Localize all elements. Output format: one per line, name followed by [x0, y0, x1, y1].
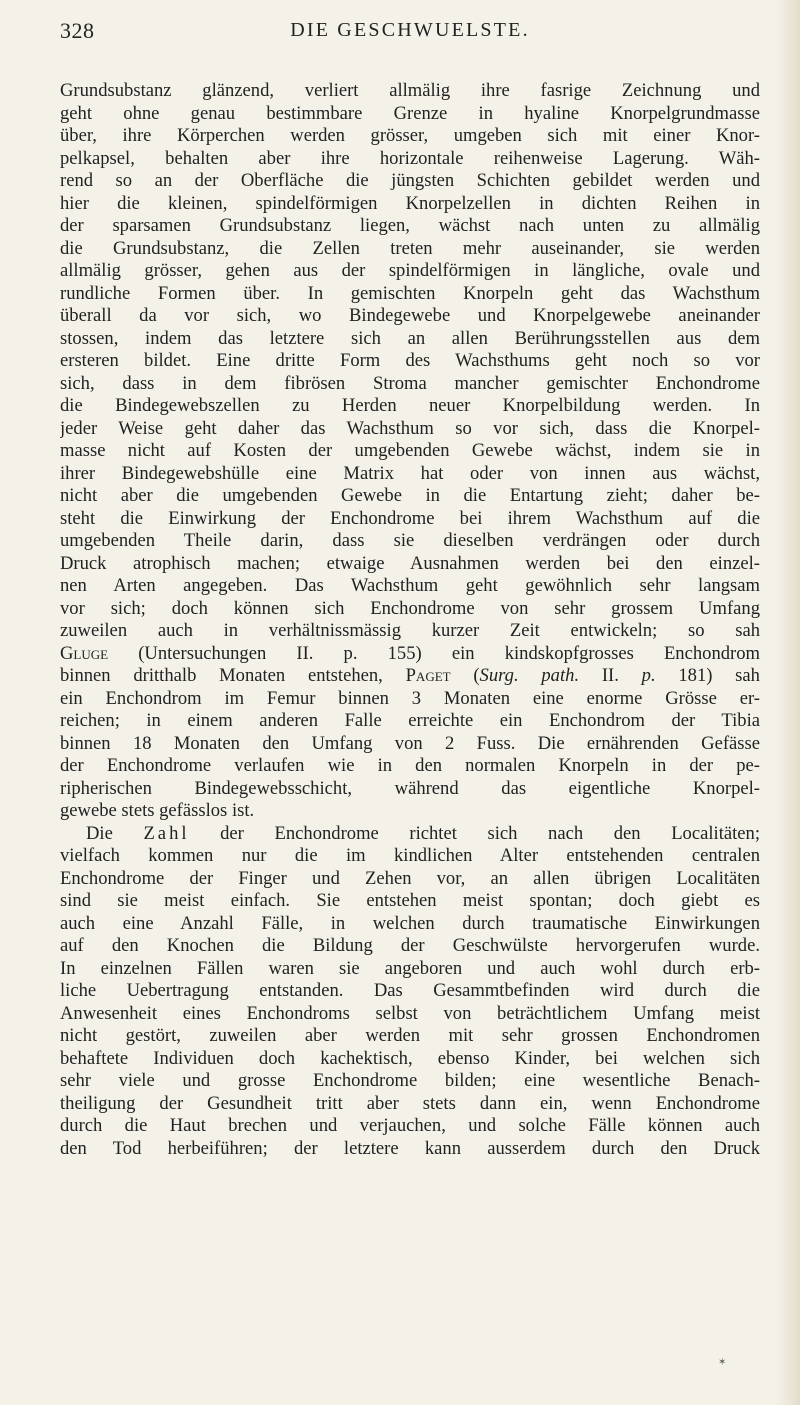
- page-header: [60, 18, 760, 58]
- text-line: sind sie meist einfach. Sie entstehen meist spontan; doch giebt es: [60, 890, 760, 911]
- text-line: überall da vor sich, wo Bindegewebe und Knorpelgewebe aneinander: [60, 305, 760, 326]
- text-line: über, ihre Körperchen werden grösser, umgeben sich mit einer Knor-: [60, 125, 760, 146]
- running-head: DIE GESCHWUELSTE.: [290, 19, 530, 41]
- text-line: allmälig grösser, gehen aus der spindelförmigen in längliche, ovale und: [60, 260, 760, 281]
- text-line: jeder Weise geht daher das Wachsthum so vor sich, dass die Knorpel-: [60, 417, 760, 439]
- text-line: binnen 18 Monaten den Umfang von 2 Fuss. Die ernährenden Gefässe: [60, 732, 760, 754]
- text-line: nicht gestört, zuweilen aber werden mit sehr grossen Enchondromen: [60, 1025, 760, 1046]
- text-line: die Grundsubstanz, die Zellen treten mehr auseinander, sie werden: [60, 237, 760, 259]
- text-line: hier die kleinen, spindelförmigen Knorpelzellen in dichten Reihen in: [60, 192, 760, 214]
- text-line-paget: binnen dritthalb Monaten entstehen, Paget (Surg. path. II. p. 181) sah: [60, 665, 760, 686]
- scan-page-edge: [776, 0, 800, 1405]
- text-line: ein Enchondrom im Femur binnen 3 Monaten eine enorme Grösse er-: [60, 687, 760, 709]
- text-line: In einzelnen Fällen waren sie angeboren und auch wohl durch erb-: [60, 957, 760, 979]
- text-line: auf den Knochen die Bildung der Geschwülste hervorgerufen wurde.: [60, 935, 760, 956]
- page-number: 328: [60, 18, 95, 43]
- text-line: steht die Einwirkung der Enchondrome bei ihrem Wachsthum auf die: [60, 507, 760, 529]
- text-line: behaftete Individuen doch kachektisch, ebenso Kinder, bei welchen sich: [60, 1047, 760, 1069]
- text-line: stossen, indem das letztere sich an allen Berührungsstellen aus dem: [60, 327, 760, 349]
- body-text: [60, 80, 760, 1160]
- text-line: rundliche Formen über. In gemischten Knorpeln geht das Wachsthum: [60, 282, 760, 304]
- text-line: auch eine Anzahl Fälle, in welchen durch traumatische Einwirkungen: [60, 912, 760, 934]
- text-line: der Enchondrome verlaufen wie in den normalen Knorpeln in der pe-: [60, 755, 760, 776]
- text-line: theiligung der Gesundheit tritt aber stets dann ein, wenn Enchondrome: [60, 1092, 760, 1114]
- text-line: sehr viele und grosse Enchondrome bilden; eine wesentliche Benach-: [60, 1070, 760, 1091]
- text-line: sich, dass in dem fibrösen Stroma mancher gemischter Enchondrome: [60, 372, 760, 394]
- text-line: der sparsamen Grundsubstanz liegen, wächst nach unten zu allmälig: [60, 215, 760, 236]
- text-line: ihrer Bindegewebshülle eine Matrix hat oder von innen aus wächst,: [60, 462, 760, 484]
- text-line: ripherischen Bindegewebsschicht, während das eigentliche Knorpel-: [60, 777, 760, 799]
- text-line: vielfach kommen nur die im kindlichen Alter entstehenden centralen: [60, 845, 760, 866]
- paragraph-start-line: Die Zahl der Enchondrome richtet sich nach den Localitäten;: [86, 822, 760, 844]
- text-line: durch die Haut brechen und verjauchen, und solche Fälle können auch: [60, 1115, 760, 1136]
- text-line: umgebenden Theile darin, dass sie dieselben verdrängen oder durch: [60, 530, 760, 551]
- text-line: nicht aber die umgebenden Gewebe in die Entartung zieht; daher be-: [60, 485, 760, 506]
- text-line: Grundsubstanz glänzend, verliert allmälig ihre fasrige Zeichnung und: [60, 80, 760, 101]
- text-line: Enchondrome der Finger und Zehen vor, an allen übrigen Localitäten: [60, 867, 760, 889]
- text-line: zuweilen auch in verhältnissmässig kurzer Zeit entwickeln; so sah: [60, 620, 760, 641]
- text-line: geht ohne genau bestimmbare Grenze in hyaline Knorpelgrundmasse: [60, 102, 760, 124]
- text-line: ersteren bildet. Eine dritte Form des Wachsthums geht noch so vor: [60, 350, 760, 371]
- text-line: die Bindegewebszellen zu Herden neuer Knorpelbildung werden. In: [60, 395, 760, 416]
- text-line-gluge: Gluge (Untersuchungen II. p. 155) ein kindskopfgrosses Enchondrom: [60, 642, 760, 664]
- page-marker: ✶: [718, 1357, 727, 1368]
- text-line: rend so an der Oberfläche die jüngsten Schichten gebildet werden und: [60, 170, 760, 191]
- text-line: pelkapsel, behalten aber ihre horizontale reihenweise Lagerung. Wäh-: [60, 147, 760, 169]
- paragraph-end-line: gewebe stets gefässlos ist.: [60, 800, 255, 821]
- text-line: den Tod herbeiführen; der letztere kann ausserdem durch den Druck: [60, 1137, 760, 1159]
- text-line: reichen; in einem anderen Falle erreichte ein Enchondrom der Tibia: [60, 710, 760, 731]
- text-line: Druck atrophisch machen; etwaige Ausnahmen werden bei den einzel-: [60, 552, 760, 574]
- text-line: vor sich; doch können sich Enchondrome von sehr grossem Umfang: [60, 597, 760, 619]
- text-line: Anwesenheit eines Enchondroms selbst von beträchtlichem Umfang meist: [60, 1002, 760, 1024]
- text-line: nen Arten angegeben. Das Wachsthum geht gewöhnlich sehr langsam: [60, 575, 760, 596]
- text-line: liche Uebertragung entstanden. Das Gesammtbefinden wird durch die: [60, 980, 760, 1001]
- text-line: masse nicht auf Kosten der umgebenden Gewebe wächst, indem sie in: [60, 440, 760, 461]
